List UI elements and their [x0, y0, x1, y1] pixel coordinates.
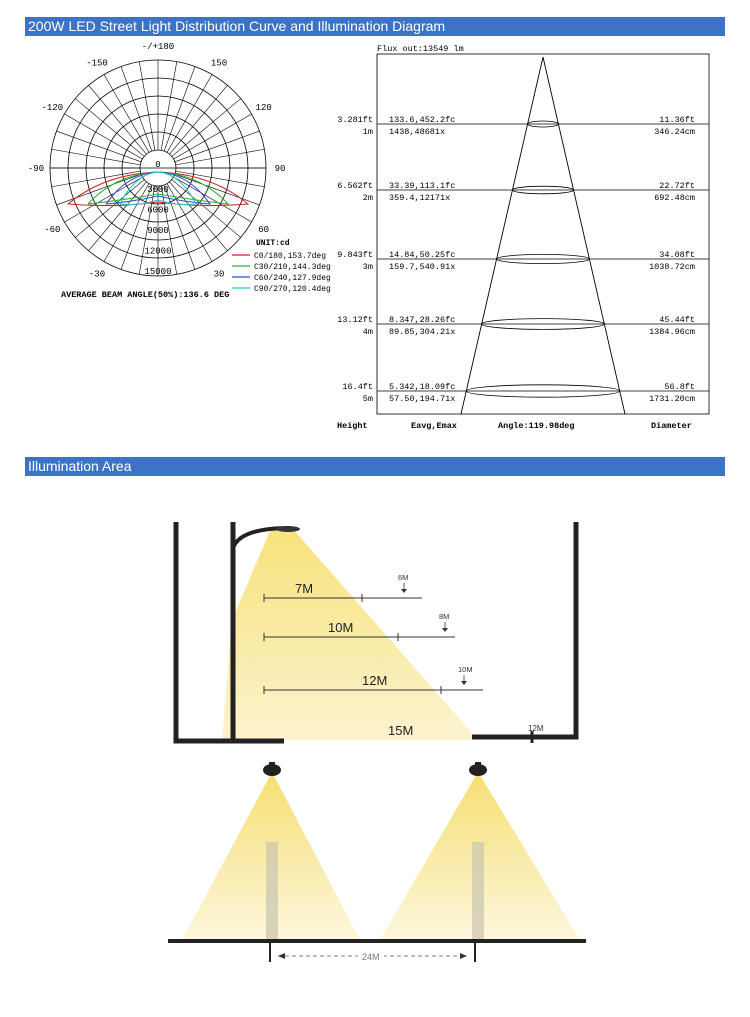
illumination-area-header: Illumination Area — [25, 457, 725, 476]
distribution-header: 200W LED Street Light Distribution Curve and Illumination Diagram — [25, 17, 725, 36]
polar-distribution-chart — [28, 42, 331, 300]
bottom-distance-label: 15M — [388, 723, 414, 738]
illumination-cone-chart — [337, 44, 709, 431]
polar-angle-label: 150 — [210, 58, 228, 69]
row-eavg-fc: 8.347,28.26fc — [389, 315, 456, 325]
footer-height: Height — [337, 421, 368, 431]
light-spacing-diagram — [168, 762, 586, 962]
row-eavg-lx: 159.7,540.91x — [389, 262, 456, 272]
polar-angle-label: 60 — [258, 225, 270, 235]
polar-angle-label: -60 — [44, 225, 61, 235]
polar-center-label: 0 — [155, 160, 161, 170]
cone-right-edge — [543, 57, 625, 414]
distance-label: 7M — [295, 581, 314, 596]
row-diameter-ft: 56.8ft — [664, 382, 695, 392]
row-diameter-cm: 1384.96cm — [649, 327, 695, 337]
legend-label: C60/240,127.9deg — [254, 274, 331, 283]
polar-ring-label: 6000 — [147, 205, 169, 216]
row-height-m: 4m — [362, 327, 373, 337]
polar-angle-label: -120 — [41, 103, 64, 113]
spacing-label: 24M — [362, 952, 380, 962]
row-diameter-cm: 692.48cm — [654, 193, 695, 203]
row-height-m: 1m — [362, 127, 373, 137]
legend-label: C0/180,153.7deg — [254, 252, 327, 261]
row-height-ft: 16.4ft — [342, 382, 373, 392]
row-eavg-lx: 89.85,304.21x — [389, 327, 456, 337]
polar-angle-label: 90 — [274, 164, 286, 174]
row-eavg-fc: 14.84,50.25fc — [389, 250, 456, 260]
distance-mark-label: 10M — [458, 665, 473, 674]
row-height-ft: 3.281ft — [337, 115, 373, 125]
legend-label: C30/210,144.3deg — [254, 263, 331, 272]
row-eavg-lx: 359.4,12171x — [389, 193, 451, 203]
row-eavg-fc: 33.39,113.1fc — [389, 181, 456, 191]
footer-angle: Angle:119.98deg — [498, 421, 575, 431]
row-height-ft: 13.12ft — [337, 315, 373, 325]
row-diameter-cm: 346.24cm — [654, 127, 695, 137]
row-eavg-lx: 1438,48681x — [389, 127, 446, 137]
row-height-ft: 9.843ft — [337, 250, 373, 260]
distance-label: 10M — [328, 620, 354, 635]
polar-unit-label: UNIT:cd — [256, 239, 290, 248]
cone-left-edge — [461, 57, 543, 414]
polar-ring-label: 12000 — [144, 246, 172, 257]
row-height-ft: 6.562ft — [337, 181, 373, 191]
row-height-m: 5m — [362, 394, 373, 404]
flux-label: Flux out:13549 lm — [377, 44, 464, 54]
row-height-m: 2m — [362, 193, 373, 203]
row-eavg-fc: 133.6,452.2fc — [389, 115, 456, 125]
footer-eavg: Eavg,Emax — [411, 421, 457, 431]
polar-ring-label: 15000 — [144, 267, 172, 277]
row-diameter-cm: 1731.20cm — [649, 394, 695, 404]
footer-diameter: Diameter — [651, 421, 692, 431]
polar-angle-label: 30 — [213, 269, 225, 280]
distance-label: 12M — [362, 673, 388, 688]
row-diameter-ft: 22.72ft — [659, 181, 695, 191]
row-diameter-ft: 34.08ft — [659, 250, 695, 260]
right-wall — [472, 522, 576, 737]
street-section-diagram — [176, 522, 576, 743]
cone-frame — [377, 54, 709, 414]
distance-mark-label: 8M — [439, 612, 450, 621]
left-pole-shadow — [266, 842, 278, 940]
polar-angle-label: -90 — [27, 164, 45, 174]
row-eavg-lx: 57.50,194.71x — [389, 394, 456, 404]
polar-ring-label: 9000 — [147, 226, 169, 236]
distance-mark-label: 6M — [398, 573, 409, 582]
row-height-m: 3m — [362, 262, 373, 272]
row-eavg-fc: 5.342,18.09fc — [389, 382, 456, 392]
street-light-head — [276, 526, 300, 532]
row-diameter-ft: 11.36ft — [659, 115, 695, 125]
polar-ring-label: 3000 — [147, 185, 169, 195]
row-diameter-cm: 1038.72cm — [649, 262, 695, 272]
polar-angle-label: -30 — [88, 269, 106, 280]
beam-angle-label: AVERAGE BEAM ANGLE(50%):136.6 DEG — [61, 290, 230, 300]
right-pole-shadow — [472, 842, 484, 940]
row-diameter-ft: 45.44ft — [659, 315, 695, 325]
legend-label: C90/270,120.4deg — [254, 285, 331, 294]
right-mark-label: 12M — [528, 724, 544, 733]
polar-angle-label: 120 — [255, 103, 272, 113]
polar-angle-label: -150 — [86, 58, 108, 69]
polar-angle-label: -/+180 — [141, 42, 175, 52]
